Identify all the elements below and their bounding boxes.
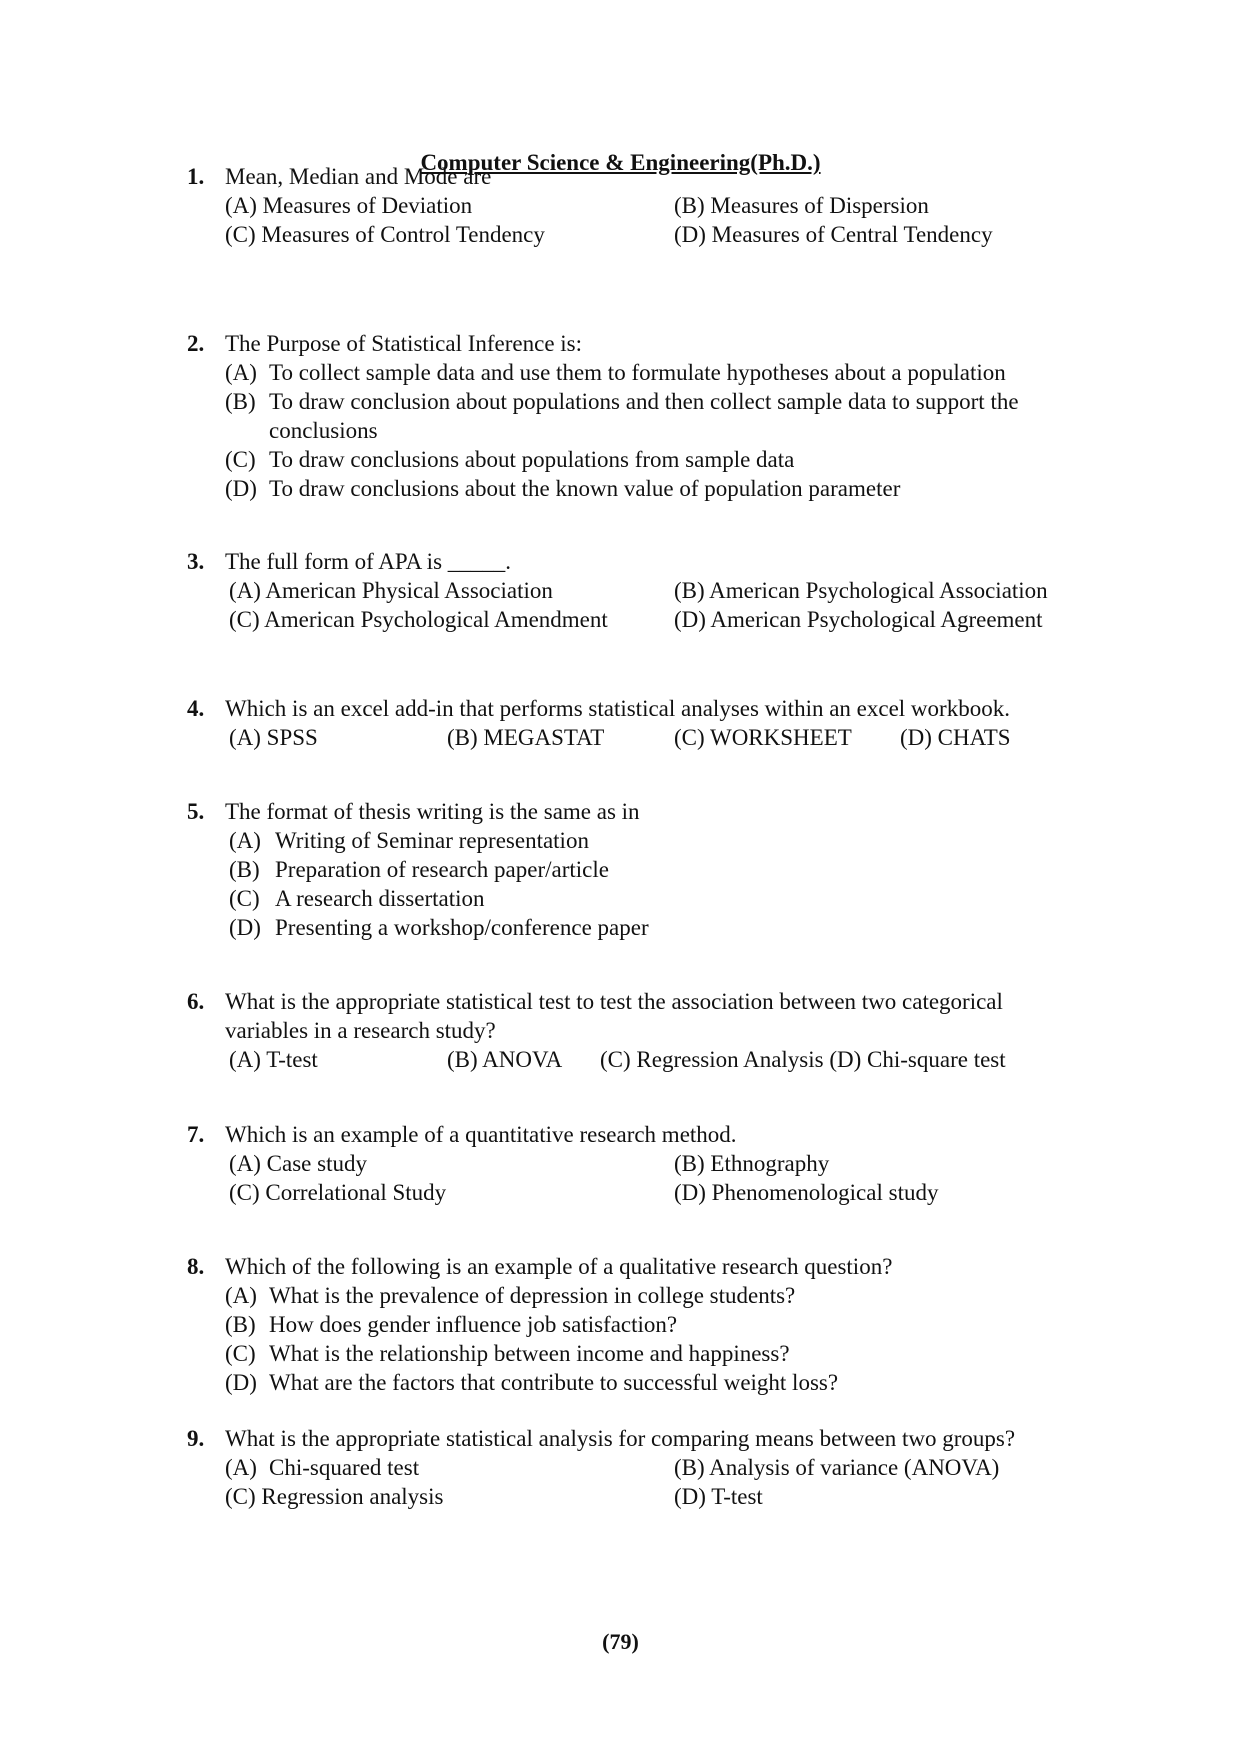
question-9 — [187, 1424, 1107, 1511]
option-c: (C) Correlational Study — [229, 1180, 447, 1205]
option-c: (C) WORKSHEET — [674, 725, 852, 750]
question-stem: Which of the following is an example of a qualitative research question? — [225, 1254, 893, 1279]
question-number: 4. — [187, 696, 205, 721]
option-a-label: (A) — [225, 1283, 257, 1308]
question-number: 6. — [187, 989, 205, 1014]
option-b-text: How does gender influence job satisfaction? — [269, 1312, 678, 1337]
option-c-label: (C) — [229, 886, 260, 911]
question-7 — [187, 1120, 1107, 1207]
option-d-text: To draw conclusions about the known value of population parameter — [269, 476, 901, 501]
option-d-label: (D) — [225, 1370, 257, 1395]
option-c-label: (C) — [225, 447, 256, 472]
option-a: (A) Case study — [229, 1151, 367, 1176]
option-a: (A) American Physical Association — [229, 578, 553, 603]
question-5 — [187, 797, 1107, 942]
option-b: (B) Measures of Dispersion — [674, 193, 929, 218]
option-b-text: To draw conclusion about populations and then collect sample data to support the — [269, 389, 1019, 414]
option-c-text: A research dissertation — [275, 886, 485, 911]
option-a-text: To collect sample data and use them to formulate hypotheses about a population — [269, 360, 1006, 385]
question-6 — [187, 987, 1107, 1074]
option-a-label: (A) — [225, 1455, 257, 1480]
question-2 — [187, 329, 1107, 503]
page-title: Computer Science & Engineering(Ph.D.) — [420, 150, 821, 175]
option-a-text: Writing of Seminar representation — [275, 828, 589, 853]
option-b: (B) ANOVA — [447, 1047, 563, 1072]
option-b-text: Preparation of research paper/article — [275, 857, 609, 882]
question-number: 5. — [187, 799, 205, 824]
question-1 — [187, 162, 1107, 249]
option-c-text: What is the relationship between income and happiness? — [269, 1341, 790, 1366]
option-d: (D) Phenomenological study — [674, 1180, 939, 1205]
question-number: 3. — [187, 549, 205, 574]
question-3 — [187, 547, 1107, 634]
question-stem: What is the appropriate statistical test to test the association between two categorical — [225, 989, 1003, 1014]
question-stem: Which is an excel add-in that performs statistical analyses within an excel workbook. — [225, 696, 1010, 721]
option-d-label: (D) — [225, 476, 257, 501]
option-b-label: (B) — [225, 1312, 256, 1337]
option-a: (A) T-test — [229, 1047, 318, 1072]
option-a-text: Chi-squared test — [269, 1455, 420, 1480]
option-d: (D) CHATS — [900, 725, 1011, 750]
question-stem: The Purpose of Statistical Inference is: — [225, 331, 583, 356]
option-d: (D) Measures of Central Tendency — [674, 222, 993, 247]
question-stem: The format of thesis writing is the same as in — [225, 799, 640, 824]
question-stem: Which is an example of a quantitative research method. — [225, 1122, 737, 1147]
option-b: (B) Analysis of variance (ANOVA) — [674, 1455, 1000, 1480]
question-number: 1. — [187, 164, 205, 189]
question-stem: What is the appropriate statistical analysis for comparing means between two groups? — [225, 1426, 1016, 1451]
question-stem: Mean, Median and Mode are — [225, 164, 492, 189]
question-8 — [187, 1252, 1107, 1397]
option-c-label: (C) — [225, 1341, 256, 1366]
question-number: 8. — [187, 1254, 205, 1279]
option-d: (D) T-test — [674, 1484, 763, 1509]
option-a-label: (A) — [229, 828, 261, 853]
option-c-text: To draw conclusions about populations from sample data — [269, 447, 795, 472]
option-b: (B) Ethnography — [674, 1151, 830, 1176]
question-stem: The full form of APA is _____. — [225, 549, 512, 574]
option-a-label: (A) — [225, 360, 257, 385]
option-b-label: (B) — [225, 389, 256, 414]
option-a: (A) SPSS — [229, 725, 318, 750]
question-number: 9. — [187, 1426, 205, 1451]
option-d-text: What are the factors that contribute to successful weight loss? — [269, 1370, 839, 1395]
option-c: (C) Regression analysis — [225, 1484, 444, 1509]
option-a: (A) Measures of Deviation — [225, 193, 473, 218]
option-d-label: (D) — [229, 915, 261, 940]
question-number: 7. — [187, 1122, 205, 1147]
question-number: 2. — [187, 331, 205, 356]
page-number: (79) — [602, 1629, 639, 1654]
question-stem-continued: variables in a research study? — [225, 1018, 496, 1043]
option-a-text: What is the prevalence of depression in college students? — [269, 1283, 796, 1308]
option-b-label: (B) — [229, 857, 260, 882]
option-c: (C) American Psychological Amendment — [229, 607, 608, 632]
option-b: (B) American Psychological Association — [674, 578, 1048, 603]
option-d: (D) American Psychological Agreement — [674, 607, 1043, 632]
option-c: (C) Measures of Control Tendency — [225, 222, 545, 247]
option-c-d: (C) Regression Analysis (D) Chi-square test — [600, 1047, 1006, 1072]
question-4 — [187, 694, 1107, 752]
option-d-text: Presenting a workshop/conference paper — [275, 915, 649, 940]
option-b-text-continued: conclusions — [269, 418, 378, 443]
option-b: (B) MEGASTAT — [447, 725, 605, 750]
